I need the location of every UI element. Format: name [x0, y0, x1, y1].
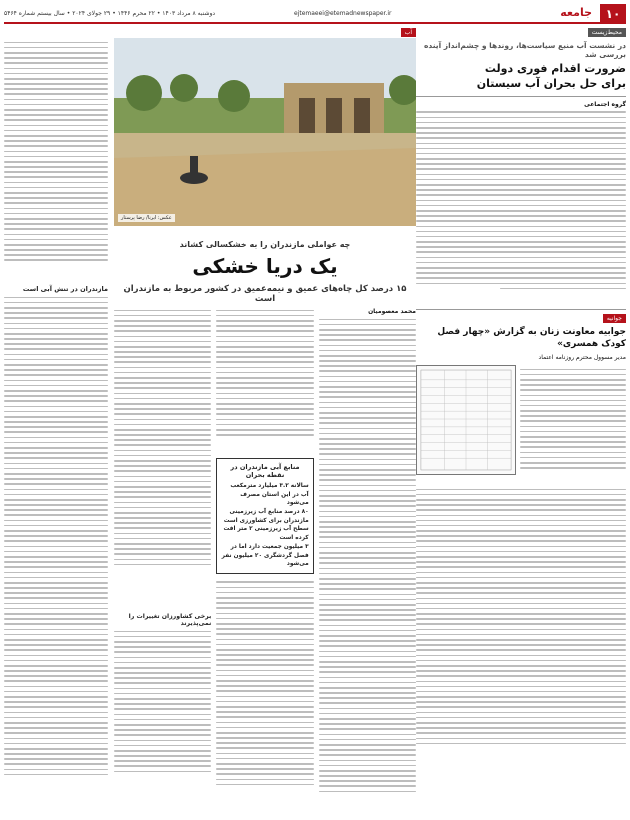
story-subheading: برخی کشاورزان تغییرات را نمی‌پذیرند [128, 613, 212, 627]
article-headline: ضرورت اقدام فوری دولت برای حل بحران آب سیستان [476, 62, 626, 91]
reply-salutation: مدیر مسوول محترم روزنامه اعتماد [538, 353, 626, 361]
highlight-box [216, 458, 313, 574]
highlight-box-title: منابع آبی مازندران در نقطه بحران [230, 463, 300, 479]
main-photo [114, 38, 416, 226]
story-body [114, 306, 416, 808]
reply-body-column-2 [416, 485, 626, 785]
page-number: ۱۰ [600, 4, 626, 24]
photo-credit: عکس: ایرنا/ رضا پرستار [118, 214, 175, 222]
story-column-3 [114, 306, 211, 808]
story-column-2 [216, 306, 313, 808]
article-byline: گروه اجتماعی [584, 100, 626, 108]
right-column [416, 28, 626, 816]
section-tag-environment: محیط‌زیست [588, 28, 626, 37]
section-title: جامعه [560, 6, 592, 19]
reply-body-column-1 [520, 365, 626, 485]
main-story-area [4, 28, 416, 816]
article-body [416, 108, 626, 303]
story-title: یک دریا خشکی [192, 254, 338, 278]
story-byline: محمد معصومیان [368, 308, 416, 315]
dateline: دوشنبه ۸ مرداد ۱۴۰۳ • ۲۲ محرم ۱۴۴۶ • ۲۹ جولای ۲۰۲۴ • سال بیستم شماره ۵۴۶۴ [4, 10, 216, 17]
article-kicker: در نشست آب منبع سیاست‌ها، روندها و چشم‌انداز آینده بررسی شد [423, 41, 626, 59]
statistics-table-image [416, 365, 516, 475]
left-narrow-column [4, 38, 108, 803]
section-tag-reply: جوانیه [603, 314, 626, 323]
highlight-item: ۸۰ درصد منابع آب زیرزمینی مازندران برای کشاورزی است [223, 509, 309, 524]
section-tag-water: آب [401, 28, 416, 37]
story-subtitle: ۱۵ درصد کل چاه‌های عمیق و نیمه‌عمیق در کشور مربوط به مازندران است [123, 284, 407, 304]
side-subheading: مازندران در تنش آبی است [22, 285, 108, 293]
reply-headline: جوابیه معاونت زنان به گزارش «چهار فصل کودک همسری» [437, 326, 626, 350]
story-column-1 [319, 306, 416, 808]
highlight-item: سطح آب زیرزمینی ۲ متر افت کرده است [223, 526, 309, 542]
story-supertitle: چه عواملی مازندران را به خشکسالی کشاند [179, 240, 351, 249]
highlight-item: ۳ میلیون جمعیت دارد اما در فصل گردشگری ۲۰ میلیون نفر می‌شود [221, 543, 309, 568]
highlight-item: سالانه ۳.۲ میلیارد مترمکعب آب در این استان مصرف می‌شود [230, 483, 309, 507]
section-email[interactable]: ejtemaeei@etemadnewspaper.ir [294, 10, 392, 17]
page-header [4, 4, 626, 24]
